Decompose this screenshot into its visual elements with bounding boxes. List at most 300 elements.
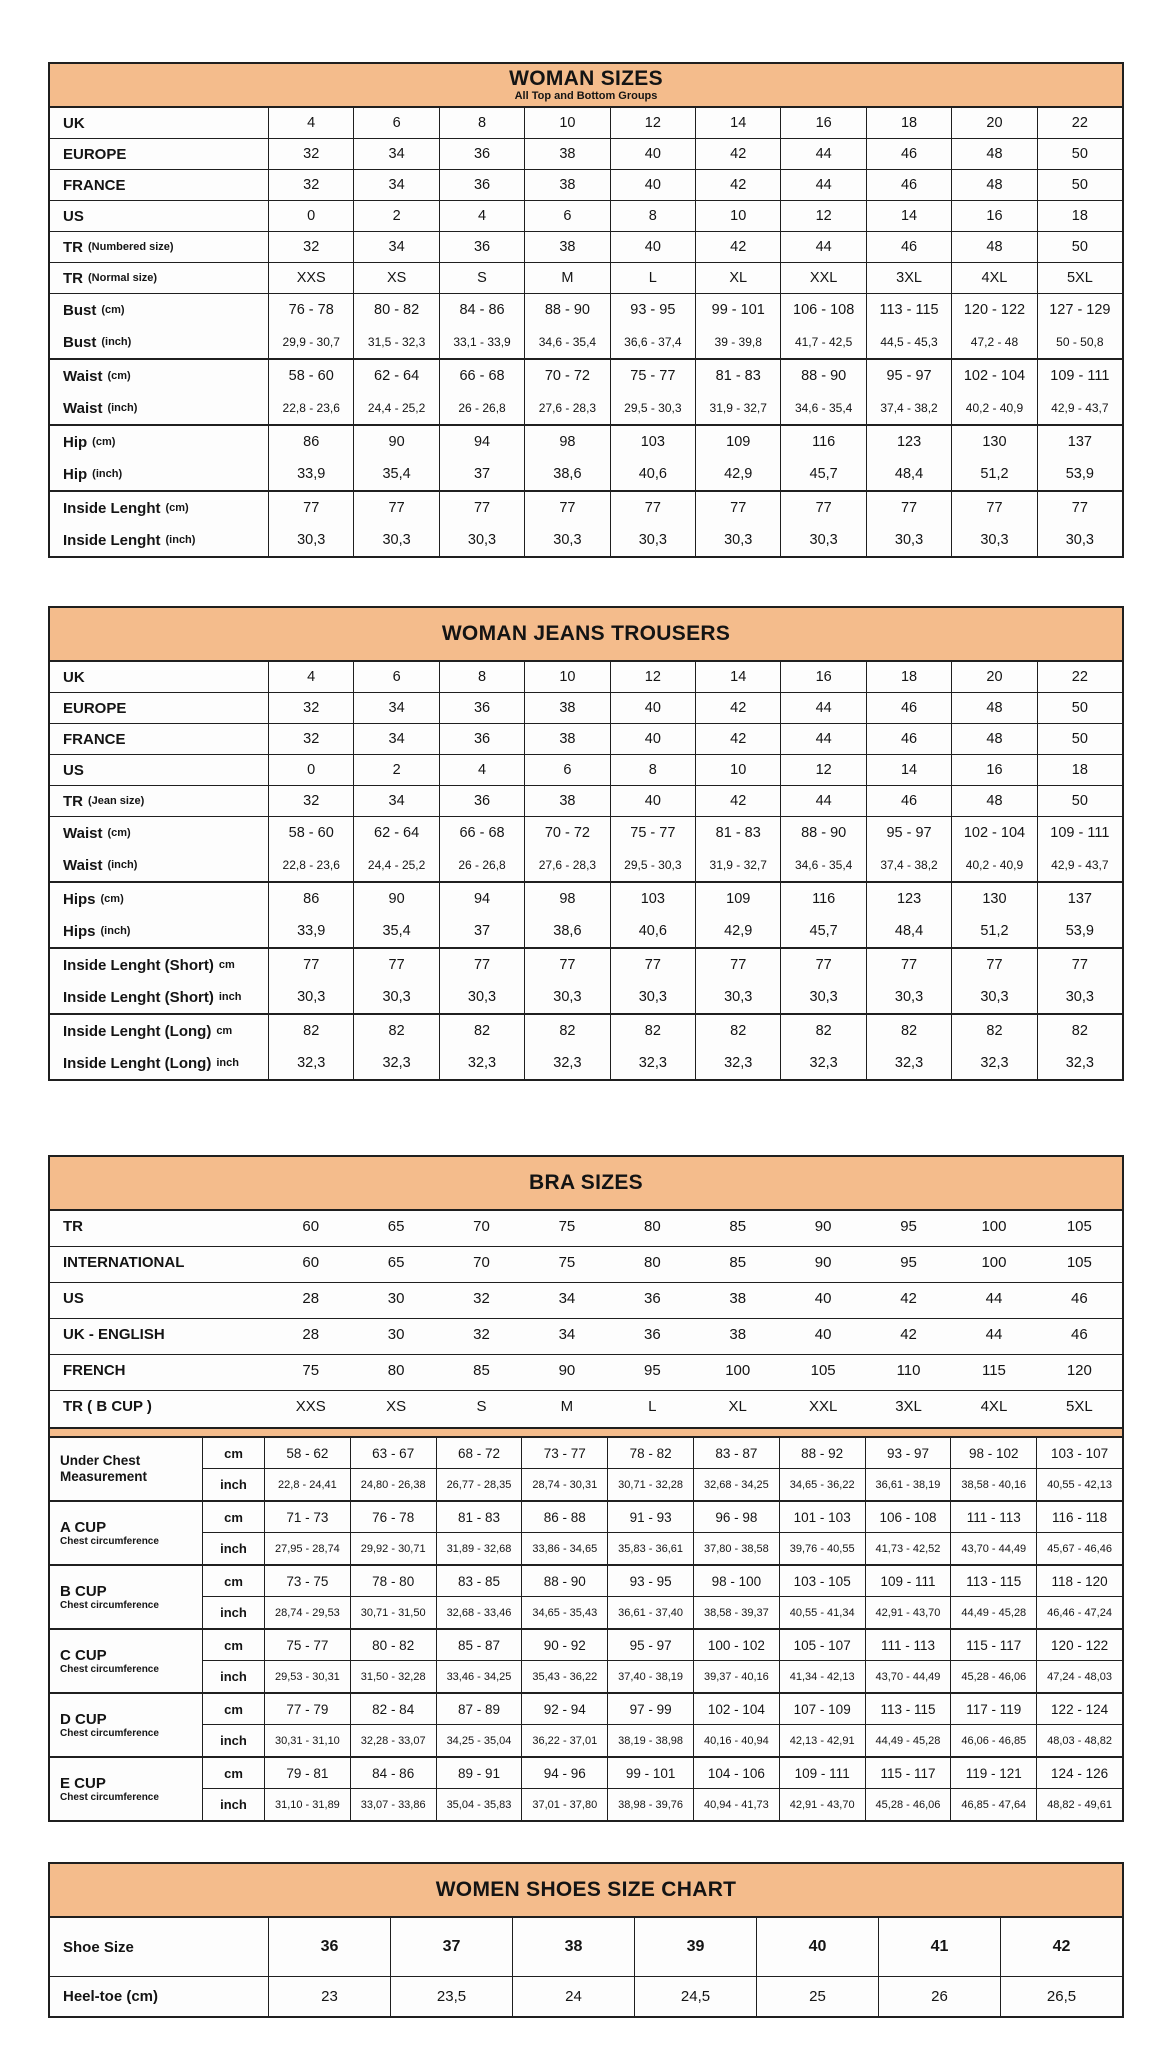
cup-label-text: D CUP bbox=[60, 1710, 107, 1728]
size-row-group bbox=[50, 263, 1122, 294]
value-cell: 29,92 - 30,71 bbox=[350, 1533, 436, 1564]
value-cell: 33,07 - 33,86 bbox=[350, 1789, 436, 1820]
value-cell: 30,3 bbox=[1037, 981, 1122, 1013]
value-cell: 90 bbox=[353, 426, 438, 458]
woman-jeans-title: WOMAN JEANS TROUSERS bbox=[441, 622, 731, 645]
value-cell: 24,80 - 26,38 bbox=[350, 1469, 436, 1500]
value-cell: 77 bbox=[439, 492, 524, 524]
value-cell: 40,55 - 41,34 bbox=[779, 1597, 865, 1628]
woman-sizes-title: WOMAN SIZES bbox=[509, 67, 663, 90]
value-cell: 30 bbox=[387, 1289, 405, 1307]
value-cell: 0 bbox=[268, 755, 353, 785]
value-cell: 117 - 119 bbox=[950, 1694, 1036, 1724]
table-row bbox=[50, 915, 1122, 947]
value-cell: 77 bbox=[268, 492, 353, 524]
cup-row bbox=[202, 1438, 1122, 1469]
value-cell: 30,3 bbox=[951, 524, 1036, 556]
value-cell: 16 bbox=[951, 755, 1036, 785]
value-cell: 102 - 104 bbox=[951, 817, 1036, 849]
value-cell: 46 bbox=[1071, 1289, 1088, 1307]
value-cell: 40,2 - 40,9 bbox=[951, 392, 1036, 424]
cup-row bbox=[202, 1566, 1122, 1597]
cup-label-sub: Chest circumference bbox=[60, 1536, 159, 1548]
row-label bbox=[50, 263, 268, 293]
value-cell: 35,43 - 36,22 bbox=[521, 1661, 607, 1692]
value-cell: 37,40 - 38,19 bbox=[607, 1661, 693, 1692]
row-label-unit: (inch) bbox=[107, 402, 138, 414]
size-row-group bbox=[50, 693, 1122, 724]
row-label bbox=[50, 1015, 268, 1047]
value-cell: 30,3 bbox=[695, 524, 780, 556]
value-cell: 51,2 bbox=[951, 915, 1036, 947]
row-label-text: EUROPE bbox=[63, 699, 127, 717]
value-cell: 62 - 64 bbox=[353, 817, 438, 849]
value-cell: 42,9 - 43,7 bbox=[1037, 392, 1122, 424]
value-cell: 30 bbox=[387, 1325, 405, 1343]
value-cell: 30,3 bbox=[268, 524, 353, 556]
value-cell: 82 bbox=[1037, 1015, 1122, 1047]
table-row bbox=[50, 1391, 1122, 1421]
value-cell: 46 bbox=[866, 232, 951, 262]
value-cell: 42 bbox=[695, 139, 780, 169]
value-cell: 34 bbox=[353, 693, 438, 723]
value-cell: 6 bbox=[353, 662, 438, 692]
value-cell: 111 - 113 bbox=[865, 1630, 951, 1660]
value-cell: 113 - 115 bbox=[950, 1566, 1036, 1596]
row-label-text: Bust bbox=[63, 301, 97, 319]
value-cell: 85 bbox=[473, 1361, 490, 1379]
value-cell: 35,83 - 36,61 bbox=[607, 1533, 693, 1564]
value-cell: 100 bbox=[981, 1253, 1007, 1271]
value-cell: 24,4 - 25,2 bbox=[353, 392, 438, 424]
value-cell: 36,61 - 37,40 bbox=[607, 1597, 693, 1628]
value-cell: 8 bbox=[610, 755, 695, 785]
value-cell: 34 bbox=[558, 1325, 576, 1343]
cup-label-sub: Chest circumference bbox=[60, 1600, 159, 1612]
value-cell: 76 - 78 bbox=[350, 1502, 436, 1532]
row-label-text: Hip bbox=[63, 433, 88, 451]
value-cell: 31,9 - 32,7 bbox=[695, 849, 780, 881]
value-cell: S bbox=[476, 1397, 487, 1415]
value-cell: 103 bbox=[610, 426, 695, 458]
row-label-text: Heel-toe (cm) bbox=[63, 1988, 159, 2005]
value-cell: 76 - 78 bbox=[268, 294, 353, 326]
value-cell: 46 bbox=[866, 786, 951, 816]
value-cell: 100 bbox=[725, 1361, 751, 1379]
row-label bbox=[50, 108, 268, 138]
value-cell: 40 bbox=[610, 693, 695, 723]
value-cell: 83 - 85 bbox=[436, 1566, 522, 1596]
value-cell: 10 bbox=[524, 108, 609, 138]
row-label-text: Hips bbox=[63, 922, 96, 940]
table-row bbox=[50, 108, 1122, 138]
value-cell: 90 bbox=[558, 1361, 576, 1379]
spacer bbox=[0, 1081, 1164, 1155]
value-cell: 36 bbox=[439, 786, 524, 816]
value-cell: 32 bbox=[268, 170, 353, 200]
value-cell: 79 - 81 bbox=[264, 1758, 350, 1788]
value-cell: 66 - 68 bbox=[439, 817, 524, 849]
row-label-text: Inside Lenght (Long) bbox=[63, 1022, 212, 1040]
value-cell: 90 - 92 bbox=[521, 1630, 607, 1660]
value-cell: 82 bbox=[268, 1015, 353, 1047]
bra-conversion-body bbox=[50, 1211, 1122, 1427]
value-cell: 32,3 bbox=[268, 1047, 353, 1079]
size-row-group bbox=[50, 786, 1122, 817]
value-cell: 40 bbox=[610, 170, 695, 200]
value-cell: 77 bbox=[1037, 949, 1122, 981]
value-cell: 86 bbox=[268, 883, 353, 915]
value-cell: 58 - 62 bbox=[264, 1438, 350, 1468]
shoes-header bbox=[50, 1864, 1122, 1918]
value-cell: 42 bbox=[1000, 1918, 1122, 1976]
row-label-text: TR bbox=[63, 1217, 83, 1235]
value-cell: 99 - 101 bbox=[607, 1758, 693, 1788]
value-cell: 10 bbox=[695, 201, 780, 231]
value-cell: 32,3 bbox=[780, 1047, 865, 1079]
value-cell: 33,46 - 34,25 bbox=[436, 1661, 522, 1692]
value-cell: 38,58 - 40,16 bbox=[950, 1469, 1036, 1500]
cup-row bbox=[202, 1758, 1122, 1789]
value-cell: 105 bbox=[1066, 1217, 1092, 1235]
value-cell: M bbox=[560, 1397, 574, 1415]
value-cell: 30,3 bbox=[951, 981, 1036, 1013]
value-cell: 86 bbox=[268, 426, 353, 458]
value-cell: 115 - 117 bbox=[865, 1758, 951, 1788]
row-label-text: Waist bbox=[63, 824, 103, 842]
row-label-text: UK - ENGLISH bbox=[63, 1325, 165, 1343]
value-cell: 35,04 - 35,83 bbox=[436, 1789, 522, 1820]
row-label bbox=[50, 294, 268, 326]
row-label bbox=[50, 170, 268, 200]
value-cell: 68 - 72 bbox=[436, 1438, 522, 1468]
value-cell: 30,3 bbox=[866, 981, 951, 1013]
row-label bbox=[50, 1211, 268, 1241]
value-cell: 86 - 88 bbox=[521, 1502, 607, 1532]
value-cell: 32 bbox=[268, 786, 353, 816]
bra-conversion-group bbox=[50, 1355, 1122, 1391]
value-cell: 110 bbox=[896, 1361, 921, 1379]
row-label-text: EUROPE bbox=[63, 145, 127, 163]
value-cell: 42 bbox=[695, 232, 780, 262]
value-cell: 38 bbox=[524, 786, 609, 816]
value-cell: 124 - 126 bbox=[1036, 1758, 1122, 1788]
value-cell: 32 bbox=[268, 139, 353, 169]
row-label-unit: (cm) bbox=[107, 370, 131, 382]
bra-cup-body bbox=[50, 1438, 1122, 1820]
row-label-text: Waist bbox=[63, 399, 103, 417]
value-cell: 106 - 108 bbox=[865, 1502, 951, 1532]
value-cell: 75 - 77 bbox=[610, 360, 695, 392]
value-cell: 50 - 50,8 bbox=[1037, 326, 1122, 358]
value-cell: 33,9 bbox=[268, 915, 353, 947]
value-cell: 46,46 - 47,24 bbox=[1036, 1597, 1122, 1628]
value-cell: 70 - 72 bbox=[524, 817, 609, 849]
value-cell: 40 bbox=[756, 1918, 878, 1976]
value-cell: 4 bbox=[439, 755, 524, 785]
value-cell: 105 bbox=[810, 1361, 836, 1379]
value-cell: 85 bbox=[729, 1217, 747, 1235]
value-cell: 39,76 - 40,55 bbox=[779, 1533, 865, 1564]
value-cell: 40 bbox=[610, 786, 695, 816]
unit-cell: inch bbox=[202, 1597, 264, 1628]
value-cell: 137 bbox=[1037, 883, 1122, 915]
value-cell: 48 bbox=[951, 232, 1036, 262]
value-cell: 65 bbox=[387, 1253, 405, 1271]
value-cell: 50 bbox=[1037, 232, 1122, 262]
table-row bbox=[50, 263, 1122, 293]
value-cell: XXL bbox=[808, 1397, 838, 1415]
unit-cell: inch bbox=[202, 1533, 264, 1564]
value-cell: 92 - 94 bbox=[521, 1694, 607, 1724]
value-cell: 30,3 bbox=[353, 524, 438, 556]
value-cell: 29,53 - 30,31 bbox=[264, 1661, 350, 1692]
value-cell: 34 bbox=[353, 232, 438, 262]
value-cell: 103 bbox=[610, 883, 695, 915]
value-cell: 27,6 - 28,3 bbox=[524, 392, 609, 424]
value-cell: 34 bbox=[353, 786, 438, 816]
value-cell: 38 bbox=[524, 139, 609, 169]
table-row bbox=[50, 360, 1122, 392]
value-cell: S bbox=[439, 263, 524, 293]
bra-conversion-group bbox=[50, 1319, 1122, 1355]
value-cell: 34 bbox=[353, 139, 438, 169]
cup-label-sub: Chest circumference bbox=[60, 1664, 159, 1676]
table-row bbox=[50, 981, 1122, 1013]
value-cell: 31,5 - 32,3 bbox=[353, 326, 438, 358]
value-cell: 65 bbox=[387, 1217, 405, 1235]
value-cell: 5XL bbox=[1066, 1397, 1093, 1415]
value-cell: 45,28 - 46,06 bbox=[865, 1789, 951, 1820]
value-cell: 40 bbox=[814, 1289, 832, 1307]
value-cell: 123 bbox=[866, 883, 951, 915]
value-cell: 90 bbox=[353, 883, 438, 915]
value-cell: 42 bbox=[695, 693, 780, 723]
value-cell: 32,68 - 33,46 bbox=[436, 1597, 522, 1628]
value-cell: 30,3 bbox=[439, 981, 524, 1013]
value-cell: 30,3 bbox=[780, 524, 865, 556]
cup-row bbox=[202, 1469, 1122, 1500]
value-cell: 22,8 - 24,41 bbox=[264, 1469, 350, 1500]
value-cell: 38 bbox=[512, 1918, 634, 1976]
value-cell: 20 bbox=[951, 662, 1036, 692]
row-label bbox=[50, 1355, 268, 1385]
value-cell: XS bbox=[386, 1397, 407, 1415]
value-cell: 123 bbox=[866, 426, 951, 458]
value-cell: 98 bbox=[524, 426, 609, 458]
value-cell: 36 bbox=[439, 724, 524, 754]
value-cell: 5XL bbox=[1037, 263, 1122, 293]
value-cell: 3XL bbox=[866, 263, 951, 293]
value-cell: 36 bbox=[439, 139, 524, 169]
value-cell: 23 bbox=[268, 1977, 390, 2016]
value-cell: 77 bbox=[695, 949, 780, 981]
value-cell: 12 bbox=[780, 755, 865, 785]
value-cell: 4 bbox=[268, 662, 353, 692]
value-cell: 40,6 bbox=[610, 915, 695, 947]
cup-row bbox=[202, 1502, 1122, 1533]
cup-row bbox=[202, 1597, 1122, 1628]
row-label bbox=[50, 981, 268, 1013]
value-cell: 40 bbox=[610, 139, 695, 169]
value-cell: 48,03 - 48,82 bbox=[1036, 1725, 1122, 1756]
cup-rows bbox=[202, 1566, 1122, 1628]
value-cell: 28 bbox=[302, 1325, 320, 1343]
value-cell: 35,4 bbox=[353, 458, 438, 490]
value-cell: 38,19 - 38,98 bbox=[607, 1725, 693, 1756]
value-cell: 88 - 90 bbox=[780, 360, 865, 392]
value-cell: 32 bbox=[268, 232, 353, 262]
value-cell: 97 - 99 bbox=[607, 1694, 693, 1724]
value-cell: 42,9 bbox=[695, 915, 780, 947]
unit-cell: inch bbox=[202, 1789, 264, 1820]
value-cell: 95 bbox=[900, 1217, 917, 1235]
size-pair-group bbox=[50, 426, 1122, 492]
row-label-unit: (cm) bbox=[107, 827, 131, 839]
value-cell: 90 bbox=[814, 1253, 832, 1271]
value-cell: 109 - 111 bbox=[1037, 360, 1122, 392]
value-cell: 100 - 102 bbox=[693, 1630, 779, 1660]
cup-group bbox=[50, 1694, 1122, 1758]
value-cell: 102 - 104 bbox=[693, 1694, 779, 1724]
value-cell: 34,65 - 35,43 bbox=[521, 1597, 607, 1628]
value-cell: 44 bbox=[985, 1289, 1003, 1307]
value-cell: 95 bbox=[643, 1361, 661, 1379]
value-cell: 32,28 - 33,07 bbox=[350, 1725, 436, 1756]
value-cell: 32 bbox=[473, 1325, 490, 1343]
value-cell: 73 - 75 bbox=[264, 1566, 350, 1596]
value-cell: 30,3 bbox=[610, 524, 695, 556]
cup-group bbox=[50, 1566, 1122, 1630]
size-row-group bbox=[50, 232, 1122, 263]
cup-row bbox=[202, 1694, 1122, 1725]
value-cell: 96 - 98 bbox=[693, 1502, 779, 1532]
value-cell: 42,13 - 42,91 bbox=[779, 1725, 865, 1756]
cup-row bbox=[202, 1789, 1122, 1820]
row-label bbox=[50, 1283, 268, 1313]
value-cell: 40,2 - 40,9 bbox=[951, 849, 1036, 881]
row-label-text: Bust bbox=[63, 333, 97, 351]
value-cell: 37 bbox=[439, 915, 524, 947]
value-cell: 115 - 117 bbox=[950, 1630, 1036, 1660]
value-cell: 137 bbox=[1037, 426, 1122, 458]
value-cell: 32,3 bbox=[695, 1047, 780, 1079]
cup-label bbox=[50, 1502, 202, 1564]
value-cell: 24,5 bbox=[634, 1977, 756, 2016]
cup-label-text: C CUP bbox=[60, 1646, 107, 1664]
value-cell: 23,5 bbox=[390, 1977, 512, 2016]
row-label-unit: (inch) bbox=[92, 468, 123, 480]
cup-group bbox=[50, 1758, 1122, 1820]
value-cell: 47,24 - 48,03 bbox=[1036, 1661, 1122, 1692]
value-cell: 50 bbox=[1037, 170, 1122, 200]
value-cell: 94 - 96 bbox=[521, 1758, 607, 1788]
value-cell: 38 bbox=[729, 1325, 747, 1343]
value-cell: 60 bbox=[302, 1217, 320, 1235]
value-cell: 44 bbox=[780, 232, 865, 262]
row-label-text: TR bbox=[63, 792, 83, 810]
value-cell: 40,55 - 42,13 bbox=[1036, 1469, 1122, 1500]
bra-sizes-table bbox=[48, 1155, 1124, 1822]
value-cell: 93 - 95 bbox=[607, 1566, 693, 1596]
value-cell: 30,3 bbox=[439, 524, 524, 556]
table-row bbox=[50, 392, 1122, 424]
value-cell: 46 bbox=[866, 693, 951, 723]
value-cell: 77 bbox=[780, 492, 865, 524]
row-label bbox=[50, 1391, 268, 1421]
value-cell: 36 bbox=[643, 1289, 661, 1307]
bra-conversion-group bbox=[50, 1283, 1122, 1319]
row-label bbox=[50, 232, 268, 262]
value-cell: 40,6 bbox=[610, 458, 695, 490]
value-cell: 82 bbox=[610, 1015, 695, 1047]
value-cell: 82 bbox=[353, 1015, 438, 1047]
row-label bbox=[50, 360, 268, 392]
value-cell: 27,6 - 28,3 bbox=[524, 849, 609, 881]
value-cell: 39 - 39,8 bbox=[695, 326, 780, 358]
value-cell: 12 bbox=[610, 662, 695, 692]
value-cell: 75 - 77 bbox=[264, 1630, 350, 1660]
value-cell: 12 bbox=[780, 201, 865, 231]
value-cell: 39 bbox=[634, 1918, 756, 1976]
value-cell: 44 bbox=[780, 139, 865, 169]
value-cell: 82 bbox=[951, 1015, 1036, 1047]
value-cell: 116 - 118 bbox=[1036, 1502, 1122, 1532]
spacer bbox=[0, 1822, 1164, 1862]
value-cell: 41 bbox=[878, 1918, 1000, 1976]
value-cell: 32,3 bbox=[610, 1047, 695, 1079]
value-cell: 80 - 82 bbox=[350, 1630, 436, 1660]
value-cell: 30,71 - 32,28 bbox=[607, 1469, 693, 1500]
row-label-unit: inch bbox=[218, 991, 242, 1003]
row-label-text: Shoe Size bbox=[63, 1938, 134, 1956]
cup-row bbox=[202, 1630, 1122, 1661]
value-cell: 32,68 - 34,25 bbox=[693, 1469, 779, 1500]
value-cell: 95 - 97 bbox=[866, 360, 951, 392]
value-cell: 0 bbox=[268, 201, 353, 231]
value-cell: 101 - 103 bbox=[779, 1502, 865, 1532]
value-cell: 109 - 111 bbox=[865, 1566, 951, 1596]
value-cell: 46 bbox=[866, 139, 951, 169]
value-cell: 42 bbox=[695, 170, 780, 200]
row-label bbox=[50, 492, 268, 524]
value-cell: 6 bbox=[524, 755, 609, 785]
value-cell: 30,3 bbox=[610, 981, 695, 1013]
value-cell: 119 - 121 bbox=[950, 1758, 1036, 1788]
value-cell: 4XL bbox=[980, 1397, 1008, 1415]
cup-label-sub: Chest circumference bbox=[60, 1728, 159, 1740]
value-cell: 48 bbox=[951, 724, 1036, 754]
value-cell: 75 - 77 bbox=[610, 817, 695, 849]
cup-label-sub: Chest circumference bbox=[60, 1792, 159, 1804]
value-cell: 8 bbox=[439, 662, 524, 692]
value-cell: 63 - 67 bbox=[350, 1438, 436, 1468]
value-cell: 22 bbox=[1037, 662, 1122, 692]
table-row bbox=[50, 1355, 1122, 1385]
row-label-text: Waist bbox=[63, 367, 103, 385]
cup-label-text: E CUP bbox=[60, 1774, 106, 1792]
value-cell: 36 bbox=[439, 170, 524, 200]
value-cell: 33,9 bbox=[268, 458, 353, 490]
value-cell: 32,3 bbox=[524, 1047, 609, 1079]
value-cell: XXL bbox=[780, 263, 865, 293]
cup-rows bbox=[202, 1502, 1122, 1564]
value-cell: 106 - 108 bbox=[780, 294, 865, 326]
value-cell: 42,9 bbox=[695, 458, 780, 490]
value-cell: 82 bbox=[780, 1015, 865, 1047]
value-cell: 130 bbox=[951, 883, 1036, 915]
value-cell: 36 bbox=[643, 1325, 661, 1343]
